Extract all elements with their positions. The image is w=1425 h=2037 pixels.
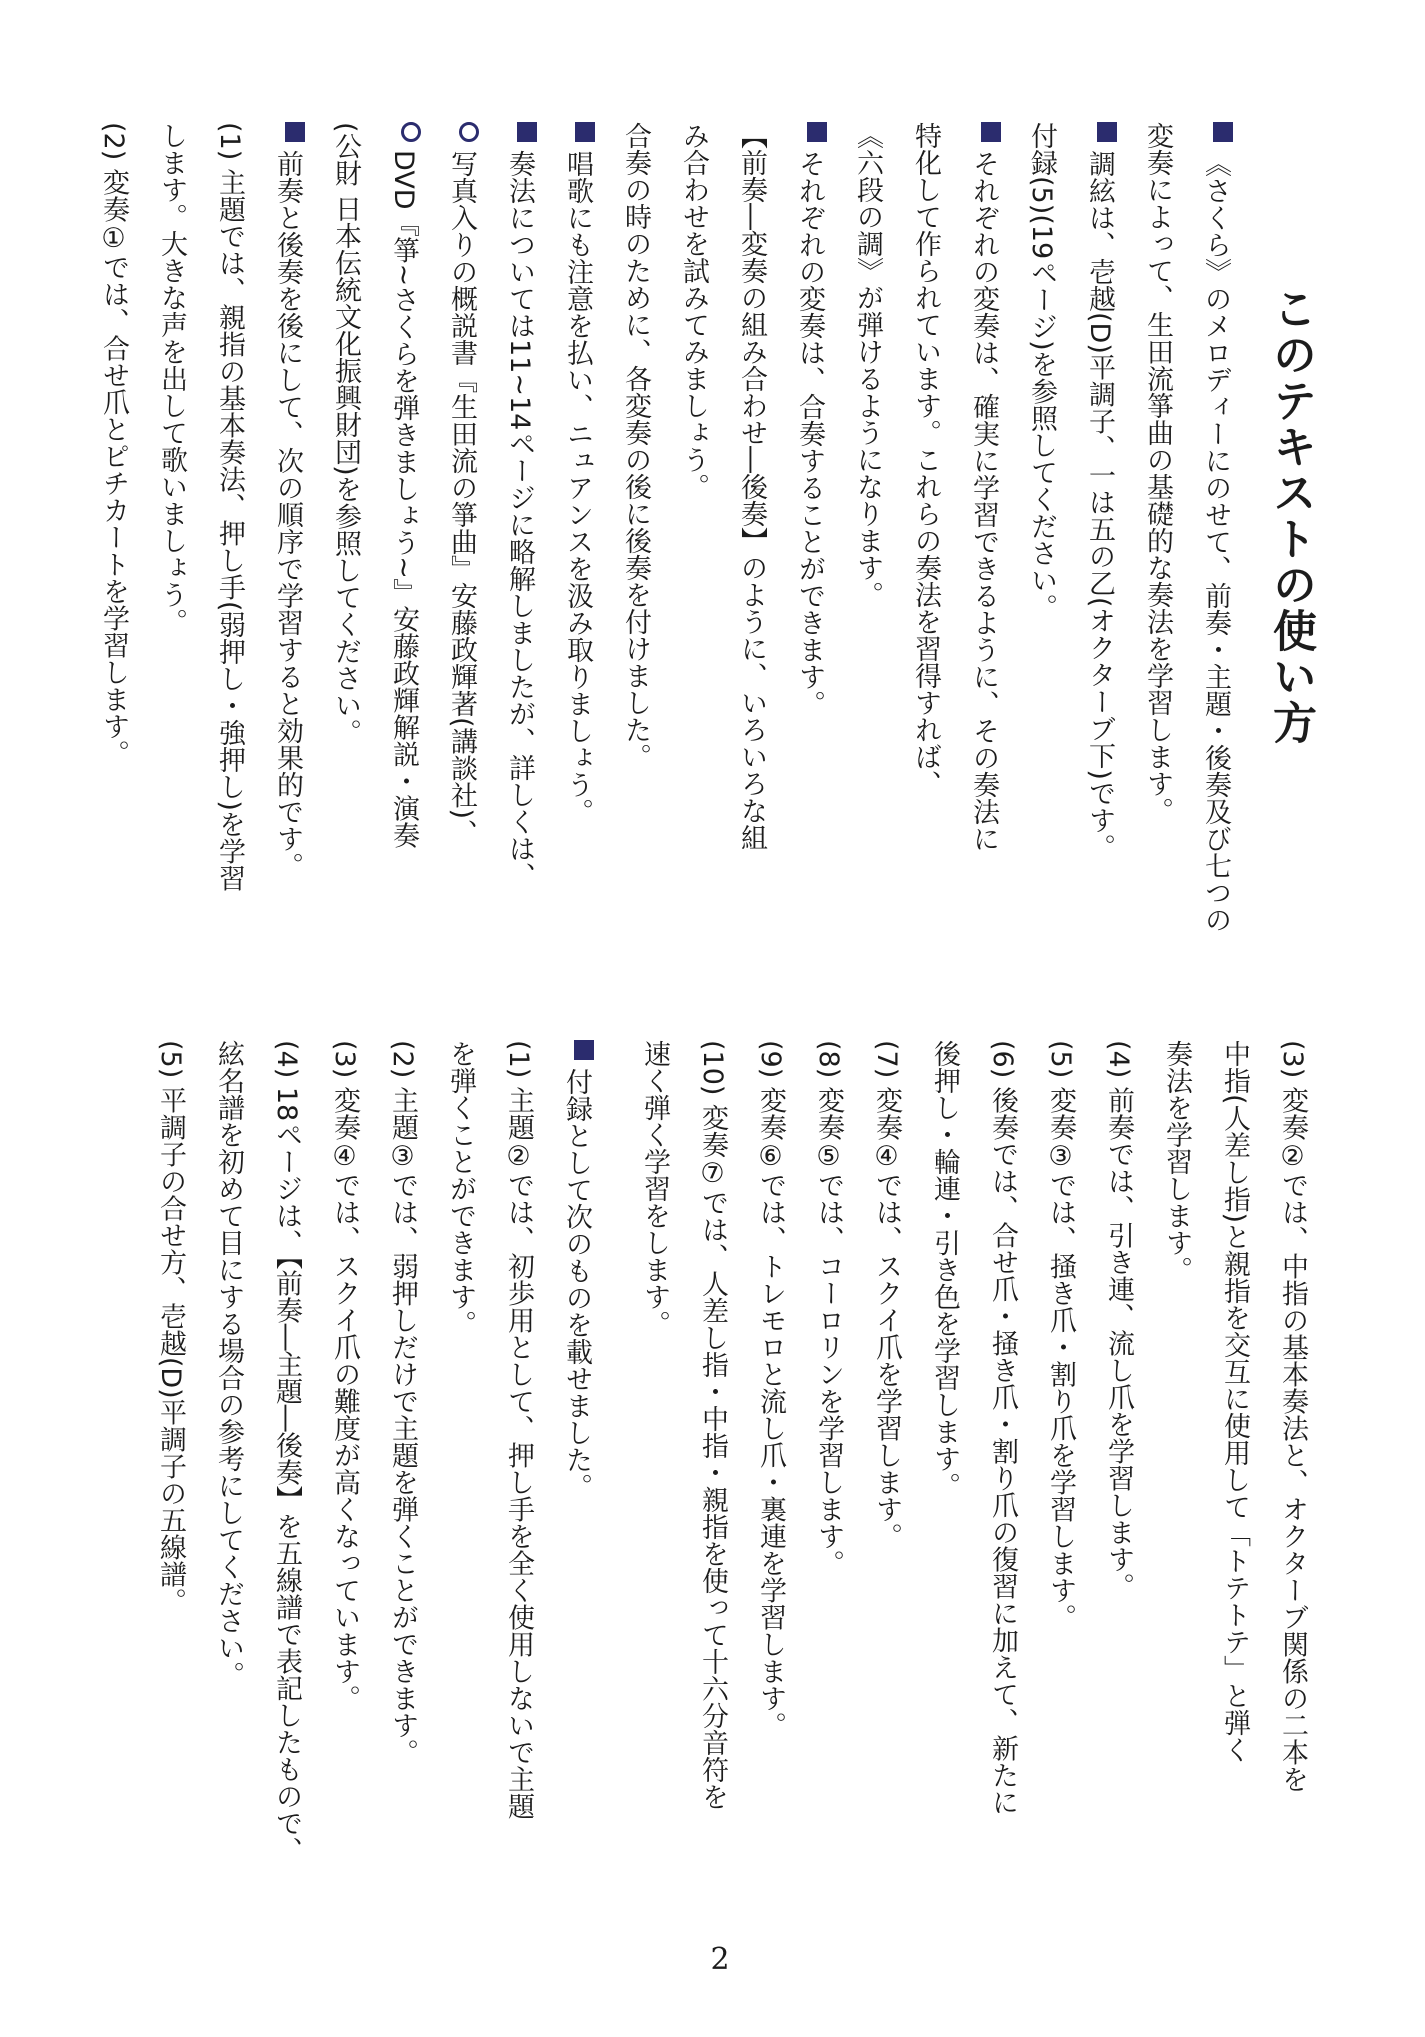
- square-bullet-icon: [981, 122, 1001, 142]
- text-line-l19: (5) 平調子の合せ方、壱越(D)平調子の五線譜。: [155, 1040, 186, 1615]
- text-line-u8: 【前奏―変奏の組み合わせ―後奏】のように、いろいろな組: [736, 122, 767, 851]
- text-line-l17: (4) 18ページは、【前奏―主題―後奏】を五線譜で表記したもので、: [271, 1040, 302, 1864]
- text-line-u12: 奏法については11~14ページに略解しましたが、詳しくは、: [499, 122, 539, 984]
- text-line-u9: み合わせを試みてみましょう。: [678, 122, 709, 500]
- square-bullet-icon: [1097, 122, 1117, 142]
- text-line-u4: それぞれの変奏は、確実に学習できるように、その奏法に: [963, 122, 1003, 984]
- text-line-u18: します。大きな声を出して歌いましょう。: [156, 122, 187, 635]
- text-line-u15: (公財 日本伝統文化振興財団)を参照してください。: [330, 122, 361, 746]
- text-line-u7: それぞれの変奏は、合奏することができます。: [789, 122, 829, 984]
- text-line-l7: (7) 変奏④では、スクイ爪を学習します。: [871, 1040, 902, 1550]
- square-bullet-icon: [807, 122, 827, 142]
- text-line-u13: 写真入りの概説書『生田流の箏曲』安藤政輝著(講談社)、: [441, 122, 481, 984]
- circle-bullet-icon: [401, 122, 421, 142]
- square-bullet-icon: [574, 1040, 594, 1060]
- text-line-u17: (1) 主題では、親指の基本奏法、押し手(弱押し・強押し)を学習: [214, 122, 245, 892]
- text-line-l12: 付録として次のものを載せました。: [556, 1040, 596, 1890]
- page-number: 2: [710, 1942, 730, 1977]
- square-bullet-icon: [1213, 122, 1233, 142]
- text-line-u6: 《六段の調》が弾けるようになります。: [852, 122, 883, 608]
- circle-bullet-icon: [459, 122, 479, 142]
- text-line-l6: 後押し・輪連・引き色を学習します。: [929, 1040, 960, 1499]
- text-line-l1: 中指(人差し指)と親指を交互に使用して「トテトテ」と弾く: [1219, 1040, 1250, 1764]
- text-line-l13: (1) 主題②では、初歩用として、押し手を全く使用しないで主題: [503, 1040, 534, 1820]
- page-title: このテキストの使い方: [1265, 286, 1316, 746]
- text-line-u3: 付録(5)(19ページ)を参照してください。: [1026, 122, 1057, 621]
- square-bullet-icon: [285, 122, 305, 142]
- text-line-u11: 唱歌にも注意を払い、ニュアンスを汲み取りましょう。: [557, 122, 597, 984]
- square-bullet-icon: [575, 122, 595, 142]
- text-line-l18: 絃名譜を初めて目にする場合の参考にしてください。: [213, 1040, 244, 1688]
- square-bullet-icon: [517, 122, 537, 142]
- text-line-u16: 前奏と後奏を後にして、次の順序で学習すると効果的です。: [267, 122, 307, 984]
- text-line-l15: (2) 主題③では、弱押しだけで主題を弾くことができます。: [387, 1040, 418, 1766]
- text-line-l8: (8) 変奏⑤では、コーロリンを学習します。: [813, 1040, 844, 1577]
- text-line-l0: (3) 変奏②では、中指の基本奏法と、オクターブ関係の二本を: [1277, 1040, 1308, 1793]
- text-line-l5: (6) 後奏では、合せ爪・掻き爪・割り爪の復習に加えて、新たに: [987, 1040, 1018, 1816]
- text-line-u0: 《さくら》のメロディーにのせて、前奏・主題・後奏及び七つの: [1195, 122, 1235, 984]
- text-line-l14: を弾くことができます。: [445, 1040, 476, 1337]
- text-line-l2: 奏法を学習します。: [1161, 1040, 1192, 1283]
- text-line-l11: 速く弾く学習をします。: [639, 1040, 670, 1337]
- text-line-l4: (5) 変奏③では、掻き爪・割り爪を学習します。: [1045, 1040, 1076, 1631]
- text-line-l10: (10) 変奏⑦では、人差し指・中指・親指を使って十六分音符を: [697, 1040, 728, 1811]
- text-line-l16: (3) 変奏④では、スクイ爪の難度が高くなっています。: [329, 1040, 360, 1712]
- text-line-u2: 調絃は、壱越(D)平調子、一は五の乙(オクターブ下)です。: [1079, 122, 1119, 984]
- text-line-l3: (4) 前奏では、引き連、流し爪を学習します。: [1103, 1040, 1134, 1600]
- text-line-l9: (9) 変奏⑥では、トレモロと流し爪・裏連を学習します。: [755, 1040, 786, 1739]
- text-line-u5: 特化して作られています。これらの奏法を習得すれば、: [910, 122, 941, 797]
- text-line-u1: 変奏によって、生田流箏曲の基礎的な奏法を学習します。: [1142, 122, 1173, 824]
- text-line-u10: 合奏の時のために、各変奏の後に後奏を付けました。: [620, 122, 651, 770]
- text-line-u19: (2) 変奏①では、合せ爪とピチカートを学習します。: [98, 122, 129, 767]
- text-line-u14: DVD『箏~さくらを弾きましょう~』安藤政輝解説・演奏: [383, 122, 423, 984]
